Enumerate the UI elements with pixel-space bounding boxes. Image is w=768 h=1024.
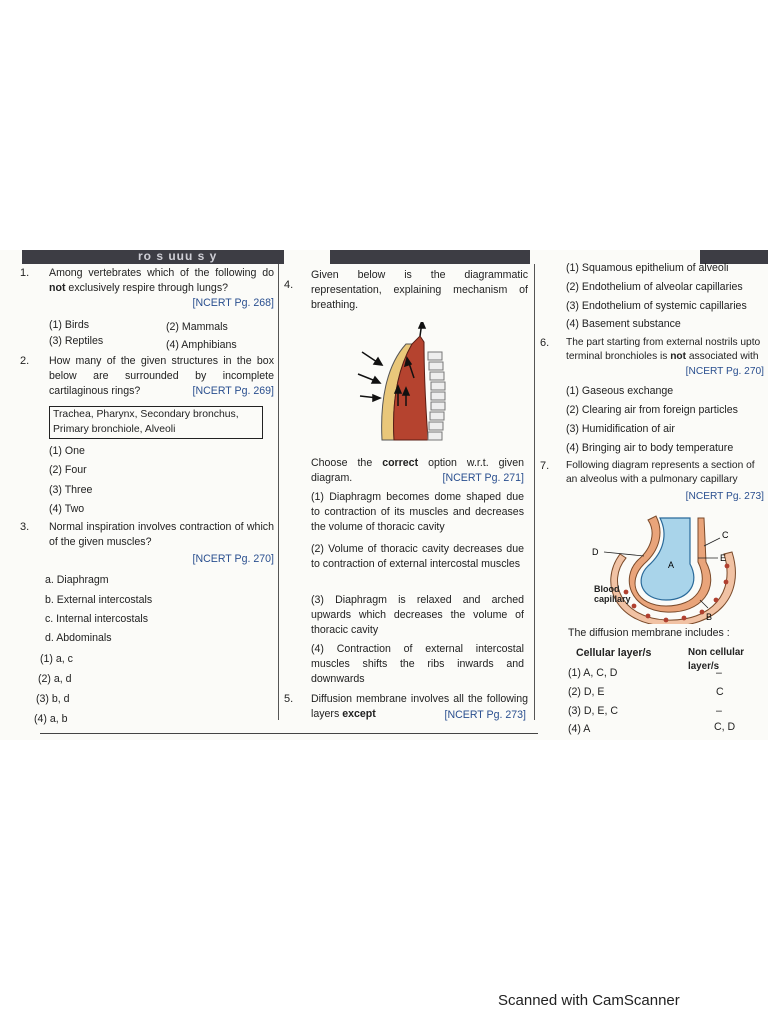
option: (4) A: [568, 723, 591, 735]
list-item: c. Internal intercostals: [45, 613, 149, 625]
question-text: Among vertebrates which of the following do: [49, 267, 274, 279]
prompt-text: Choose the: [311, 457, 383, 469]
option: (1) Diaphragm becomes dome shaped due to contraction of its muscles and decreases the volume of thoracic cavity: [311, 491, 524, 534]
question-text: Normal inspiration involves contraction of which of the given muscles?: [49, 521, 274, 549]
question-number: 6.: [540, 337, 550, 349]
camscanner-watermark: Scanned with CamScanner: [498, 992, 680, 1009]
ncert-reference: [NCERT Pg. 270]: [685, 365, 764, 377]
option: (3) Humidification of air: [566, 423, 675, 435]
option: (4) Amphibians: [166, 339, 237, 351]
option: (1) A, C, D: [568, 667, 618, 679]
ncert-reference: [NCERT Pg. 270]: [192, 553, 274, 566]
option: (1) Birds: [49, 319, 90, 331]
option: (2) Volume of thoracic cavity decreases due to contraction of external intercostal muscles: [311, 543, 524, 571]
table-header-cellular: Cellular layer/s: [576, 647, 652, 659]
option: (3) D, E, C: [568, 705, 619, 717]
option: (4) Basement substance: [566, 318, 681, 330]
option-value: –: [716, 705, 722, 717]
vertebral-column: [428, 352, 445, 440]
option: (4) a, b: [34, 713, 68, 725]
ncert-reference: [NCERT Pg. 271]: [442, 472, 524, 485]
emphasis-correct: correct: [382, 457, 419, 469]
option: (2) Mammals: [166, 321, 228, 333]
leader-line-c: [704, 538, 720, 546]
structures-box: Trachea, Pharynx, Secondary bronchus, Primary bronchiole, Alveoli: [49, 406, 263, 439]
option-value: C: [716, 686, 724, 698]
question-2: [20, 354, 274, 399]
option: (2) a, d: [38, 673, 72, 685]
option: (1) Gaseous exchange: [566, 385, 674, 397]
leader-line-b: [700, 600, 708, 608]
emphasis-except: except: [342, 708, 376, 721]
option: (2) Clearing air from foreign particles: [566, 404, 738, 416]
question-text-cont: associated with: [686, 351, 759, 363]
table-header-non-cellular: Non cellular layer/s: [688, 647, 745, 672]
prompt-text-cont: option w.r.t. given diagram.: [311, 457, 524, 485]
label-c: C: [722, 530, 729, 540]
question-3: [20, 520, 274, 567]
question-5: [284, 692, 528, 722]
option: (3) Diaphragm is relaxed and arched upwards which decreases the volume of thoracic cavity: [311, 594, 524, 637]
option: (2) D, E: [568, 686, 605, 698]
header-band-middle: [330, 250, 530, 264]
question-text: How many of the given structures in the box below are surrounded by incomplete cartilaginous rings?: [49, 355, 274, 398]
emphasis-not: not: [670, 351, 687, 363]
option: (1) Squamous epithelium of alveoli: [566, 262, 729, 274]
breathing-mechanism-diagram: [342, 322, 470, 450]
question-text-cont: exclusively respire through lungs?: [65, 282, 229, 295]
header-band-title: ro s uuu s y: [138, 250, 218, 263]
page-bottom-rule: [40, 733, 538, 734]
question-6: [538, 336, 764, 379]
emphasis-not: not: [49, 282, 66, 295]
option: (1) One: [49, 445, 85, 457]
option: (3) Three: [49, 484, 93, 496]
question-number: 4.: [284, 279, 294, 291]
question-text: Diffusion membrane involves all the following layers: [311, 693, 528, 721]
label-b: B: [706, 612, 713, 622]
question-number: 3.: [20, 521, 30, 533]
option-value: –: [716, 667, 722, 679]
diffusion-membrane-prompt: The diffusion membrane includes :: [568, 627, 730, 639]
list-item: d. Abdominals: [45, 632, 112, 644]
question-number: 1.: [20, 267, 30, 279]
question-4: [284, 268, 528, 313]
list-item: b. External intercostals: [45, 594, 153, 606]
alveolus-capillary-diagram: [586, 512, 766, 624]
label-a: A: [668, 560, 675, 570]
question-4-prompt: [311, 456, 524, 486]
option: (3) Reptiles: [49, 335, 104, 347]
ncert-reference: [NCERT Pg. 269]: [192, 385, 274, 398]
label-d: D: [592, 547, 599, 557]
ncert-reference: [NCERT Pg. 268]: [192, 297, 274, 310]
question-1: [20, 266, 274, 311]
question-number: 7.: [540, 460, 550, 472]
leader-line-d: [604, 552, 644, 556]
option: (2) Four: [49, 464, 87, 476]
option: (4) Contraction of external intercostal muscles shifts the ribs inwards and downwards: [311, 643, 524, 686]
ncert-reference: [NCERT Pg. 273]: [685, 490, 764, 502]
option: (1) a, c: [40, 653, 73, 665]
question-7: [538, 459, 764, 504]
label-e: E: [720, 553, 727, 563]
question-number: 5.: [284, 693, 294, 705]
question-number: 2.: [20, 355, 30, 367]
option: (3) b, d: [36, 693, 70, 705]
option: (3) Endothelium of systemic capillaries: [566, 300, 747, 312]
list-item: a. Diaphragm: [45, 574, 109, 586]
option: (4) Bringing air to body temperature: [566, 442, 734, 454]
ncert-reference: [NCERT Pg. 273]: [444, 709, 526, 721]
option: (2) Endothelium of alveolar capillaries: [566, 281, 743, 293]
option: (4) Two: [49, 503, 85, 515]
option-value: C, D: [714, 721, 736, 733]
question-text: Given below is the diagrammatic representation, explaining mechanism of breathing.: [311, 269, 528, 312]
column-divider-1: [278, 264, 279, 720]
question-text: The part starting from external nostrils upto terminal bronchioles is: [566, 337, 761, 363]
worksheet-page: [0, 250, 768, 740]
column-divider-2: [534, 264, 535, 720]
question-text: Following diagram represents a section of an alveolus with a pulmonary capillary: [566, 460, 755, 486]
label-blood-capillary: Blood capillary: [594, 584, 631, 604]
